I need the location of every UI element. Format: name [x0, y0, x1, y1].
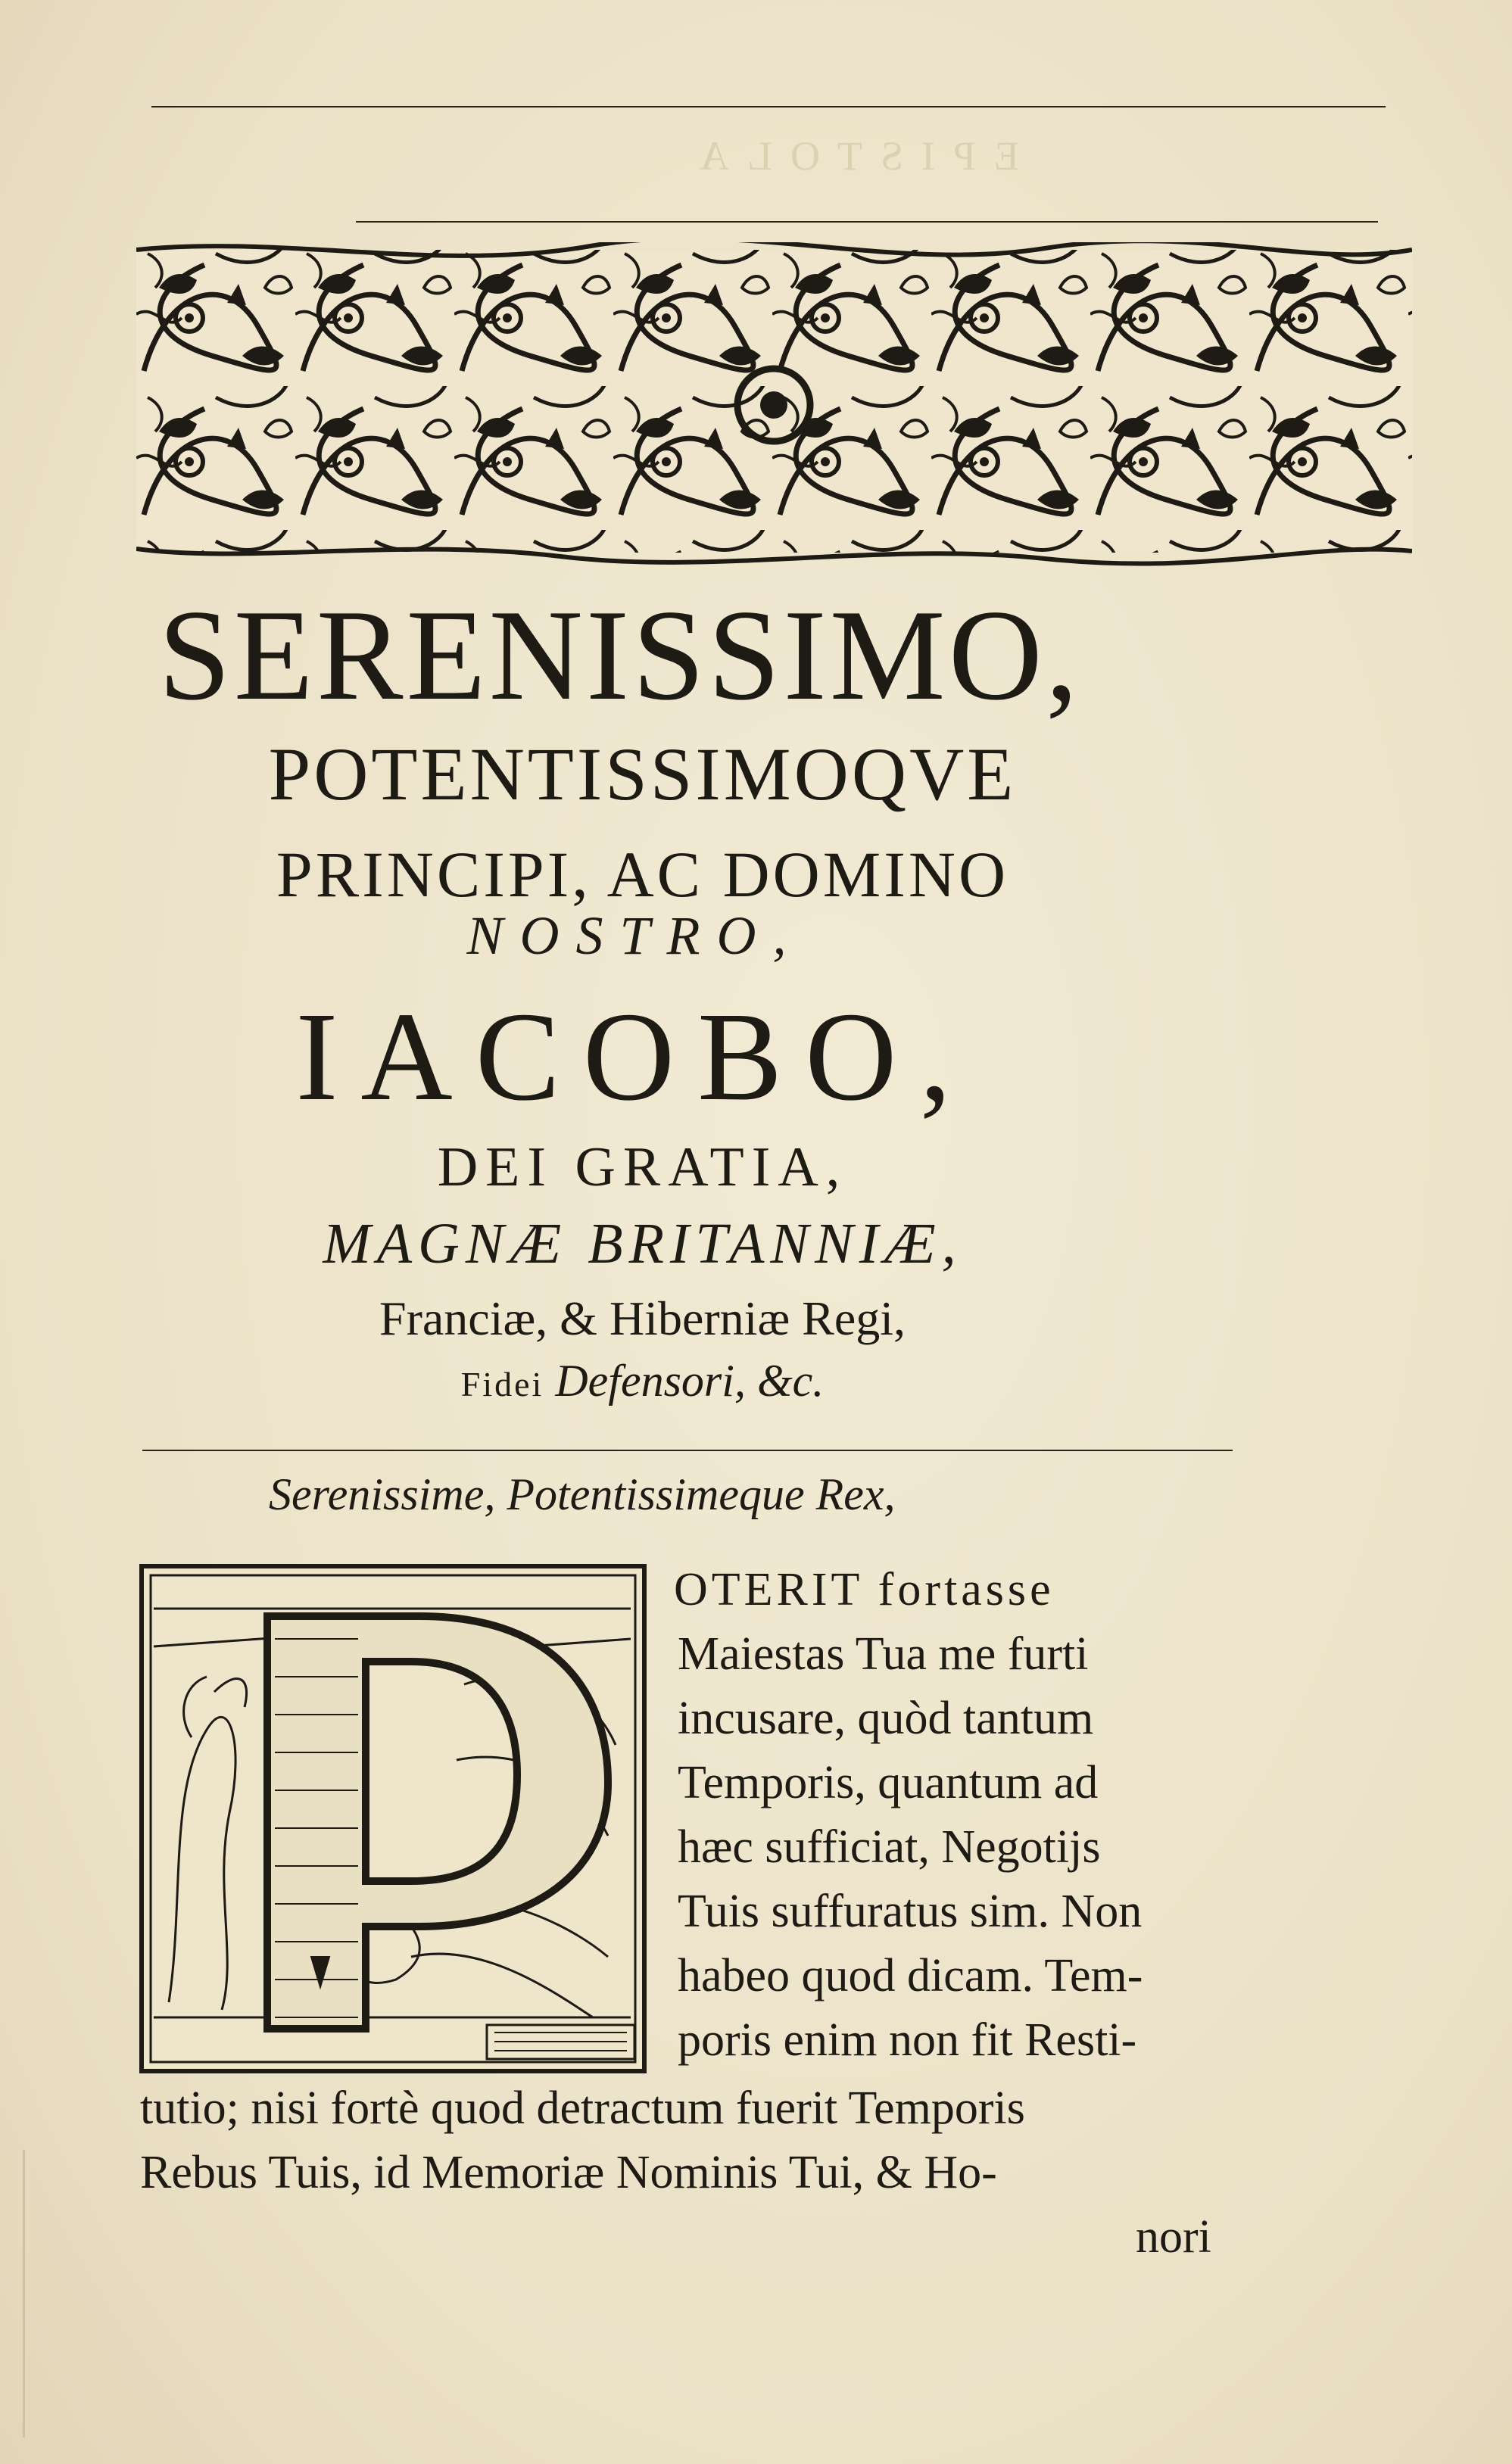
- salutation: Serenissime, Potentissimeque Rex,: [269, 1469, 896, 1519]
- dedication-line-franciae: Franciæ, & Hiberniæ Regi,: [379, 1291, 906, 1345]
- body-line-5: hæc sufficiat, Negotijs: [678, 1821, 1101, 1873]
- section-rule: [142, 1450, 1233, 1451]
- dedication-line-principi: PRINCIPI, AC DOMINO: [276, 838, 1009, 911]
- body-line-4: Temporis, quantum ad: [678, 1757, 1099, 1808]
- dedication-line-fidei-defensori: [0, 1355, 1398, 1407]
- head-rule: [356, 221, 1378, 223]
- dedication-line-iacobo: IACOBO,: [295, 986, 974, 1127]
- running-head-show-through: EPISTOLA: [681, 133, 1020, 179]
- dedication-line-magnae-britanniae: MAGNÆ BRITANNIÆ,: [323, 1212, 962, 1276]
- body-line-3: incusare, quòd tantum: [678, 1693, 1094, 1744]
- body-line-9: tutio; nisi fortè quod detractum fuerit Temporis: [140, 2082, 1025, 2134]
- body-line-8: poris enim non fit Resti-: [678, 2014, 1137, 2066]
- catchword: nori: [1136, 2211, 1211, 2263]
- body-line-10: Rebus Tuis, id Memoriæ Nominis Tui, & Ho-: [140, 2147, 997, 2198]
- dedication-line-nostro: NOSTRO,: [466, 905, 803, 966]
- fidei-text: Fidei: [460, 1365, 544, 1403]
- ornamental-headpiece: [136, 242, 1412, 568]
- woodcut-initial-p: [139, 1563, 647, 2074]
- body-line-7: habeo quod dicam. Tem-: [678, 1950, 1143, 2001]
- defensori-text: Defensori, &c.: [555, 1356, 825, 1406]
- body-line-1: OTERIT fortasse: [674, 1564, 1055, 1615]
- dedication-line-potentissimoqve: POTENTISSIMOQVE: [268, 732, 1017, 816]
- body-line-6: Tuis suffuratus sim. Non: [678, 1886, 1143, 1937]
- body-line-2: Maiestas Tua me furti: [678, 1628, 1089, 1680]
- page-edge-shadow: [23, 2150, 25, 2438]
- dedication-line-dei-gratia: DEI GRATIA,: [437, 1136, 848, 1198]
- top-rule: [151, 106, 1386, 107]
- dedication-line-serenissimo: SERENISSIMO,: [158, 584, 1081, 727]
